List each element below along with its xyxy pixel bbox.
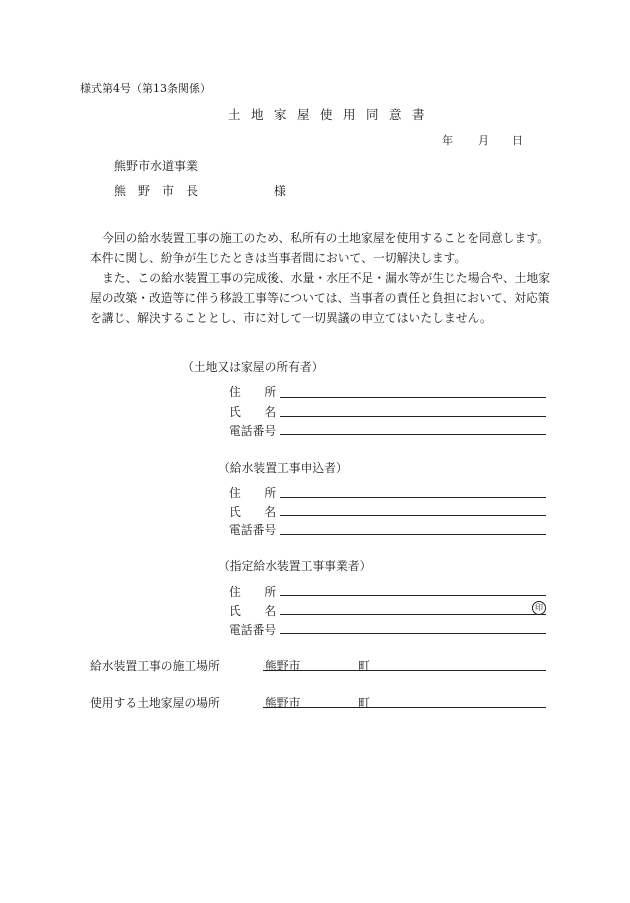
contractor-name-field[interactable]	[280, 614, 546, 615]
construction-site-city: 熊野市	[265, 659, 301, 673]
owner-address-field[interactable]	[280, 397, 546, 398]
property-location-town: 町	[358, 696, 370, 710]
owner-phone-field[interactable]	[280, 434, 546, 435]
contractor-address-label: 住 所	[229, 585, 277, 599]
owner-address-label: 住 所	[229, 385, 277, 399]
mayor-char: 市	[162, 184, 175, 198]
construction-site-town: 町	[358, 659, 370, 673]
contractor-phone-field[interactable]	[280, 633, 546, 634]
contractor-phone-label: 電話番号	[229, 623, 277, 637]
mayor-char: 野	[138, 184, 151, 198]
consent-paragraph: 今回の給水装置工事の施工のため、私所有の土地家屋を使用することを同意します。	[102, 231, 549, 245]
document-title: 土地家屋使用同意書	[228, 107, 436, 122]
owner-group-title: （土地又は家屋の所有者）	[182, 360, 324, 374]
addressee-mayor	[114, 182, 286, 199]
dispute-paragraph: 本件に関し、紛争が生じたときは当事者間において、一切解決します。	[90, 251, 467, 265]
applicant-address-label: 住 所	[229, 486, 277, 500]
contractor-name-label: 氏 名	[229, 604, 277, 618]
contractor-group-title: （指定給水装置工事事業者）	[218, 559, 372, 573]
date-month-label: 月	[478, 134, 489, 147]
seal-mark: 印	[532, 601, 546, 615]
applicant-name-label: 氏 名	[229, 505, 277, 519]
mayor-char: 長	[186, 184, 199, 198]
mayor-char: 熊	[114, 184, 127, 198]
liability-paragraph: また、この給水装置工事の完成後、水量・水圧不足・漏水等が生じた場合や、土地家屋の改築・改造等に伴う移設工事等については、当事者の責任と負担において、対応策を講じ、解決することとし、市に対して一切異議の申立てはいたしません。	[90, 271, 551, 325]
applicant-name-field[interactable]	[280, 515, 546, 516]
property-location-label: 使用する土地家屋の場所	[90, 696, 220, 710]
construction-site-field[interactable]	[263, 670, 546, 671]
date-day-label: 日	[512, 134, 523, 147]
form-number: 様式第4号（第13条関係）	[80, 82, 211, 95]
owner-phone-label: 電話番号	[229, 424, 277, 438]
property-location-field[interactable]	[263, 707, 546, 708]
owner-name-field[interactable]	[280, 416, 546, 417]
contractor-address-field[interactable]	[280, 595, 546, 596]
honorific: 様	[273, 184, 286, 198]
applicant-address-field[interactable]	[280, 497, 546, 498]
date-year-label: 年	[442, 134, 453, 147]
applicant-phone-field[interactable]	[280, 534, 546, 535]
applicant-group-title: （給水装置工事申込者）	[218, 461, 348, 475]
addressee-org: 熊野市水道事業	[114, 159, 199, 173]
owner-name-label: 氏 名	[229, 405, 277, 419]
applicant-phone-label: 電話番号	[229, 523, 277, 537]
property-location-city: 熊野市	[265, 696, 301, 710]
construction-site-label: 給水装置工事の施工場所	[90, 659, 220, 673]
